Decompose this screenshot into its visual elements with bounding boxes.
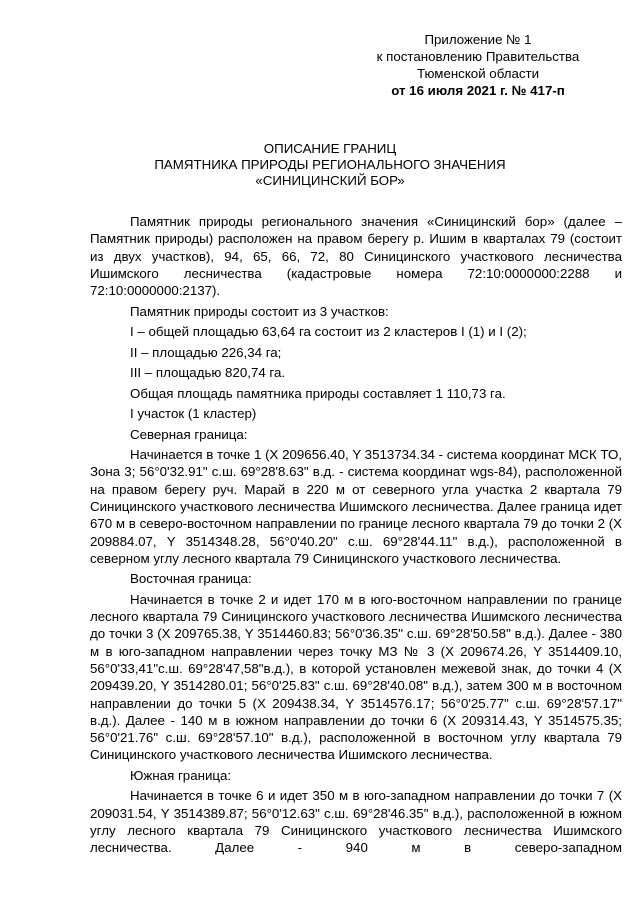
title-line-2: ПАМЯТНИКА ПРИРОДЫ РЕГИОНАЛЬНОГО ЗНАЧЕНИЯ [154, 157, 506, 172]
paragraph-total-area: Общая площадь памятника природы составляет 1 110,73 га. [130, 385, 506, 401]
header-appendix-line: Приложение № 1 [424, 32, 532, 47]
paragraph-plot-3: III – площадью 820,74 га. [130, 365, 286, 381]
section-heading-east: Восточная граница: [130, 571, 252, 587]
document-title [90, 141, 570, 189]
paragraph-north-boundary: Начинается в точке 1 (Х 209656.40, Y 3513734.34 - система координат МСК ТО, Зона 3; 56°0'32.91" с.ш. 69°28'8.63" в.д. - система координат wgs-84), расположенной на правом берегу руч. Марай в 220 м от северного угла участка 2 квартала 79 Синицинского участкового лесничества Ишимского лесничества. Далее граница идет 670 м в северо-восточном направлении по границе лесного квартала 79 до точки 2 (Х 209884.07, Y 3514348.28, 56°0'40.20" с.ш. 69°28'44.11" в.д.), расположенной в северном углу лесного квартала 79 Синицинского участкового лесничества. [90, 447, 622, 566]
paragraph-plot-1: I – общей площадью 63,64 га состоит из 2 кластеров I (1) и I (2); [130, 324, 527, 340]
document-body [90, 213, 622, 860]
paragraph-south-boundary: Начинается в точке 6 и идет 350 м в юго-западном направлении до точки 7 (Х 209031.54, Y 3514389.87; 56°0'12.63" с.ш. 69°28'46.35" в.д.), расположенной в южном углу лесного квартала 79 Синицинского участкового лесничества Ишимского лесничества. Далее - 940 м в северо-западном [90, 788, 622, 856]
header-decree-line: к постановлению Правительства [376, 49, 580, 64]
title-line-1: ОПИСАНИЕ ГРАНИЦ [263, 141, 397, 156]
header-date-line: от 16 июля 2021 г. № 417-п [391, 83, 565, 98]
paragraph-intro: Памятник природы регионального значения «Синицинский бор» (далее – Памятник природы) расположен на правом берегу р. Ишим в кварталах 79 (состоит из двух участков), 94, 65, 66, 72, 80 Синицинского участкового лесничества Ишимского лесничества (кадастровые номера 72:10:0000000:2288 и 72:10:0000000:2137). [90, 214, 622, 299]
section-heading-plot-1: I участок (1 кластер) [130, 406, 257, 422]
header-region-line: Тюменской области [416, 66, 540, 81]
paragraph-plots-count: Памятник природы состоит из 3 участков: [130, 303, 389, 319]
title-line-3: «СИНИЦИНСКИЙ БОР» [255, 173, 405, 188]
document-header [358, 31, 598, 99]
paragraph-east-boundary: Начинается в точке 2 и идет 170 м в юго-восточном направлении по границе лесного квартала 79 Синицинского участкового лесничества Ишимского лесничества до точки 3 (Х 209765.38, Y 3514460.83; 56°0'36.35" с.ш. 69°28'50.58" в.д.). Далее - 380 м в юго-западном направлении через точку МЗ № 3 (Х 209674.26, Y 3514409.10, 56°0'33,41"с.ш. 69°28'47,58"в.д.), в которой установлен межевой знак, до точки 4 (Х 209439.20, Y 3514280.01; 56°0'25.83" с.ш. 69°28'40.08" в.д.), затем 300 м в восточном направлении до точки 5 (Х 209438.34, Y 3514576.17; 56°0'25.77" с.ш. 69°28'57.17" в.д.). Далее - 140 м в южном направлении до точки 6 (Х 209314.43, Y 3514575.35; 56°0'21.76" с.ш. 69°28'57.10" в.д.), расположенной в восточном углу квартала 79 Синицинского участкового лесничества Ишимского лесничества. [90, 591, 622, 763]
section-heading-south: Южная граница: [130, 767, 232, 783]
section-heading-north: Северная граница: [130, 426, 248, 442]
paragraph-plot-2: II – площадью 226,34 га; [130, 344, 282, 360]
